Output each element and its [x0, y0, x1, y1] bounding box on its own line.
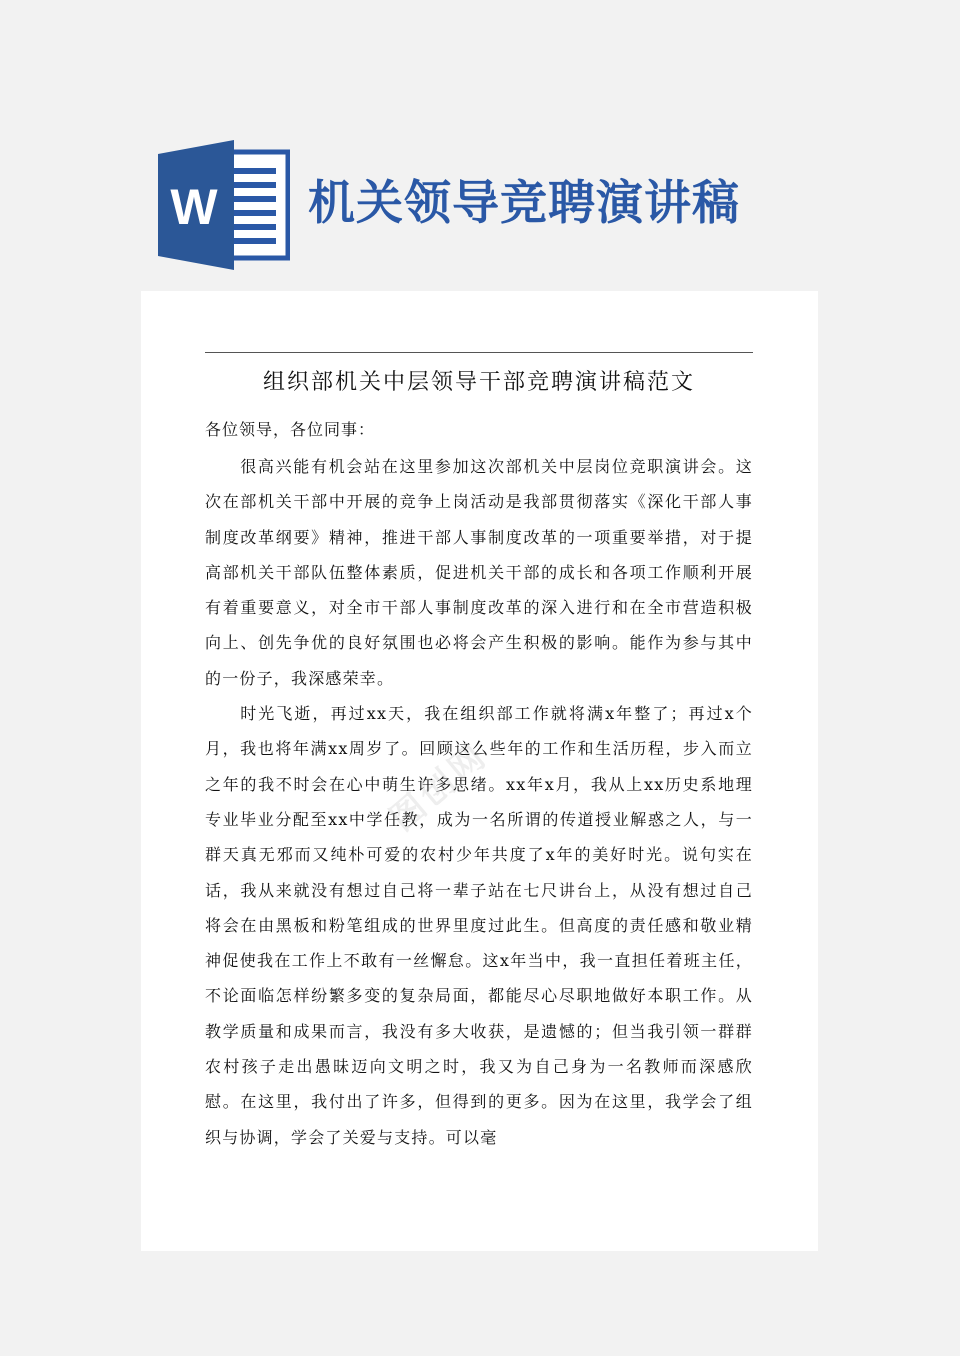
paragraph: 时光飞逝，再过xx天，我在组织部工作就将满x年整了；再过x个月，我也将年满xx周岁了。回顾这么些年的工作和生活历程，步入而立之年的我不时会在心中萌生许多思绪。xx年x月，我从上xx历史系地理专业毕业分配至xx中学任教，成为一名所谓的传道授业解惑之人，与一群天真无邪而又纯朴可爱的农村少年共度了x年的美好时光。说句实在话，我从来就没有想过自己将一辈子站在七尺讲台上，从没有想过自己将会在由黑板和粉笔组成的世界里度过此生。但高度的责任感和敬业精神促使我在工作上不敢有一丝懈怠。这x年当中，我一直担任着班主任，不论面临怎样纷繁多变的复杂局面，都能尽心尽职地做好本职工作。从教学质量和成果而言，我没有多大收获，是遗憾的；但当我引领一群群农村孩子走出愚昧迈向文明之时，我又为自己身为一名教师而深感欣慰。在这里，我付出了许多，但得到的更多。因为在这里，我学会了组织与协调，学会了关爱与支持。可以毫	[205, 704, 753, 1147]
watermark: 图创网	[382, 735, 496, 840]
document-title: 组织部机关中层领导干部竞聘演讲稿范文	[262, 370, 695, 395]
title-divider	[205, 352, 753, 353]
paragraph: 很高兴能有机会站在这里参加这次部机关中层岗位竞职演讲会。这次在部机关干部中开展的竞争上岗活动是我部贯彻落实《深化干部人事制度改革纲要》精神，推进干部人事制度改革的一项重要举措，对于提高部机关干部队伍整体素质，促进机关干部的成长和各项工作顺利开展有着重要意义，对全市干部人事制度改革的深入进行和在全市营造积极向上、创先争优的良好氛围也必将会产生积极的影响。能作为参与其中的一份子，我深感荣幸。	[205, 457, 753, 688]
word-logo-letter: W	[170, 179, 218, 235]
word-doc-icon	[158, 140, 290, 270]
salutation: 各位领导，各位同事：	[205, 420, 376, 439]
document-body	[205, 449, 753, 1155]
page-title: 机关领导竞聘演讲稿	[308, 176, 740, 231]
header	[0, 0, 960, 290]
